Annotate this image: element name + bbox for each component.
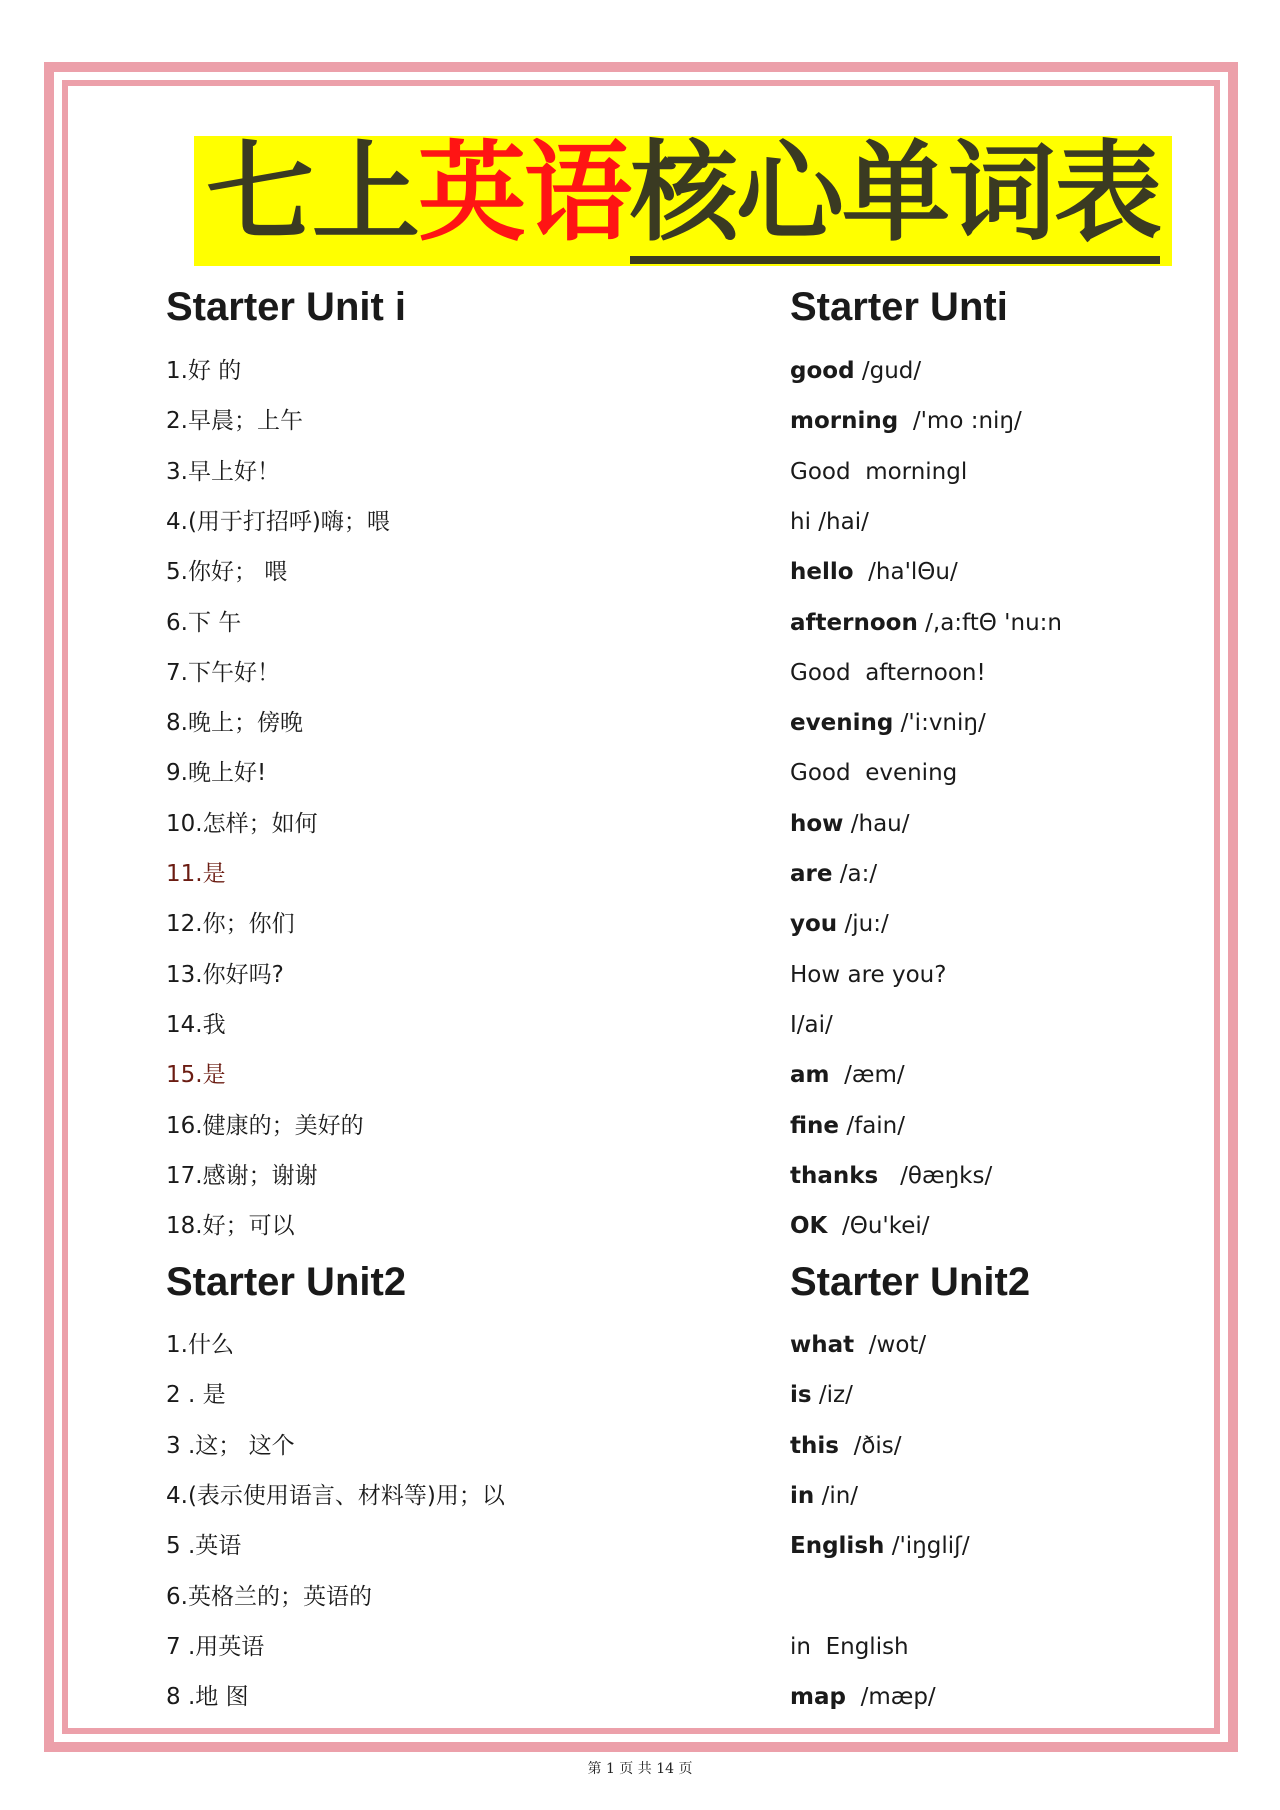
page-title xyxy=(194,118,1172,268)
phonetic: /iz/ xyxy=(811,1382,853,1409)
title-part-wordlist: 核心单词表 xyxy=(630,130,1160,264)
english-word-entry xyxy=(790,355,921,387)
phonetic: /hau/ xyxy=(843,810,910,837)
phonetic: /fain/ xyxy=(839,1112,905,1139)
english-word-entry xyxy=(790,1379,853,1411)
phonetic: /æm/ xyxy=(829,1062,905,1089)
phonetic: in English xyxy=(790,1633,909,1660)
chinese-meaning: 8 .地 图 xyxy=(166,1684,249,1711)
english-word-entry xyxy=(790,1480,858,1512)
english-word-entry xyxy=(790,1210,930,1242)
english-word-entry xyxy=(790,757,957,789)
chinese-meaning: 8.晚上；傍晚 xyxy=(166,710,303,737)
chinese-meaning: 7 .用英语 xyxy=(166,1633,265,1660)
chinese-meaning: 4.(表示使用语言、材料等)用；以 xyxy=(166,1482,505,1509)
chinese-meaning: 11.是 xyxy=(166,861,226,887)
english-word: how xyxy=(790,810,844,837)
english-word: map xyxy=(790,1684,846,1711)
chinese-meaning: 15.是 xyxy=(166,1062,226,1089)
english-word-entry xyxy=(790,1530,970,1562)
chinese-meaning: 14.我 xyxy=(166,1011,226,1038)
english-word: what xyxy=(790,1332,855,1358)
english-word: morning xyxy=(790,408,899,435)
section-heading-chinese: Starter Unit i xyxy=(166,285,407,329)
phonetic: /'i:vniŋ/ xyxy=(893,710,986,737)
english-word-entry xyxy=(790,1329,926,1361)
section-heading-english: Starter Unit2 xyxy=(790,1260,1031,1304)
phonetic: /'mo :niŋ/ xyxy=(898,408,1022,435)
english-word-entry xyxy=(790,1110,905,1142)
phonetic: /ha'lΘu/ xyxy=(853,559,958,586)
chinese-meaning: 2 . 是 xyxy=(166,1382,226,1409)
english-word: OK xyxy=(790,1213,828,1240)
english-word: this xyxy=(790,1432,839,1459)
english-word-entry xyxy=(790,1430,902,1462)
english-word-entry xyxy=(790,808,910,840)
chinese-meaning: 5 .英语 xyxy=(166,1533,242,1560)
english-word-entry xyxy=(790,1009,833,1041)
english-word: fine xyxy=(790,1112,840,1139)
english-word-entry xyxy=(790,1059,905,1091)
chinese-meaning: 1.什么 xyxy=(166,1332,234,1358)
chinese-meaning: 3 .这； 这个 xyxy=(166,1432,295,1459)
chinese-meaning: 17.感谢；谢谢 xyxy=(166,1162,318,1189)
phonetic: /Θu'kei/ xyxy=(827,1213,930,1240)
english-word-entry xyxy=(790,858,877,890)
english-word: English xyxy=(790,1533,885,1560)
english-word-entry xyxy=(790,1681,936,1713)
phonetic: /'iŋgliʃ/ xyxy=(884,1533,970,1560)
chinese-meaning: 18.好；可以 xyxy=(166,1213,295,1240)
english-word-entry xyxy=(790,405,1022,437)
english-word-entry xyxy=(790,908,889,940)
chinese-meaning: 1.好 的 xyxy=(166,358,242,384)
english-word: are xyxy=(790,861,833,887)
section-heading-chinese: Starter Unit2 xyxy=(166,1260,407,1304)
phonetic: Good evening xyxy=(790,760,958,787)
english-word: afternoon xyxy=(790,609,918,636)
chinese-meaning: 6.英格兰的；英语的 xyxy=(166,1583,372,1610)
chinese-meaning: 13.你好吗? xyxy=(166,961,284,988)
english-word: evening xyxy=(790,710,894,737)
phonetic: How are you? xyxy=(790,961,947,988)
english-word-entry xyxy=(790,657,986,689)
english-word-entry xyxy=(790,707,986,739)
english-word-entry xyxy=(790,1631,909,1663)
phonetic: /gud/ xyxy=(854,358,922,384)
phonetic: /in/ xyxy=(814,1482,859,1509)
section-heading-english: Starter Unti xyxy=(790,285,1008,329)
english-word: am xyxy=(790,1062,830,1089)
phonetic: I/ai/ xyxy=(790,1011,833,1038)
english-word: is xyxy=(790,1382,812,1409)
chinese-meaning: 4.(用于打招呼)嗨；喂 xyxy=(166,508,390,535)
chinese-meaning: 12.你；你们 xyxy=(166,911,295,938)
english-word-entry xyxy=(790,506,869,538)
english-word: hello xyxy=(790,559,854,586)
title-part-grade: 七上 xyxy=(205,130,418,256)
english-word-entry xyxy=(790,1160,992,1192)
page-footer: 第 1 页 共 14 页 xyxy=(587,1761,693,1777)
phonetic: /ðis/ xyxy=(838,1432,902,1459)
phonetic: /,a:ftΘ 'nu:n xyxy=(917,609,1062,636)
english-word: in xyxy=(790,1482,815,1509)
english-word: you xyxy=(790,911,838,938)
phonetic: /wot/ xyxy=(854,1332,927,1358)
phonetic: Good morningl xyxy=(790,458,968,485)
phonetic: /θæŋks/ xyxy=(878,1162,993,1189)
english-word-entry xyxy=(790,607,1062,639)
english-word-entry xyxy=(790,456,967,488)
chinese-meaning: 6.下 午 xyxy=(166,609,242,636)
chinese-meaning: 9.晚上好! xyxy=(166,760,267,787)
phonetic: hi /hai/ xyxy=(790,508,869,535)
chinese-meaning: 7.下午好！ xyxy=(166,659,280,686)
title-part-subject: 英语 xyxy=(417,130,630,256)
chinese-meaning: 10.怎样；如何 xyxy=(166,810,318,837)
english-word: thanks xyxy=(790,1162,879,1189)
chinese-meaning: 16.健康的；美好的 xyxy=(166,1112,364,1139)
chinese-meaning: 5.你好； 喂 xyxy=(166,559,288,586)
phonetic: /ju:/ xyxy=(837,911,889,938)
chinese-meaning: 3.早上好！ xyxy=(166,458,280,485)
chinese-meaning: 2.早晨；上午 xyxy=(166,408,303,435)
phonetic: /a:/ xyxy=(832,861,878,887)
english-word-entry xyxy=(790,556,958,588)
phonetic: /mæp/ xyxy=(845,1684,936,1711)
phonetic: Good afternoon! xyxy=(790,659,986,686)
english-word: good xyxy=(790,358,855,384)
english-word-entry xyxy=(790,959,946,991)
